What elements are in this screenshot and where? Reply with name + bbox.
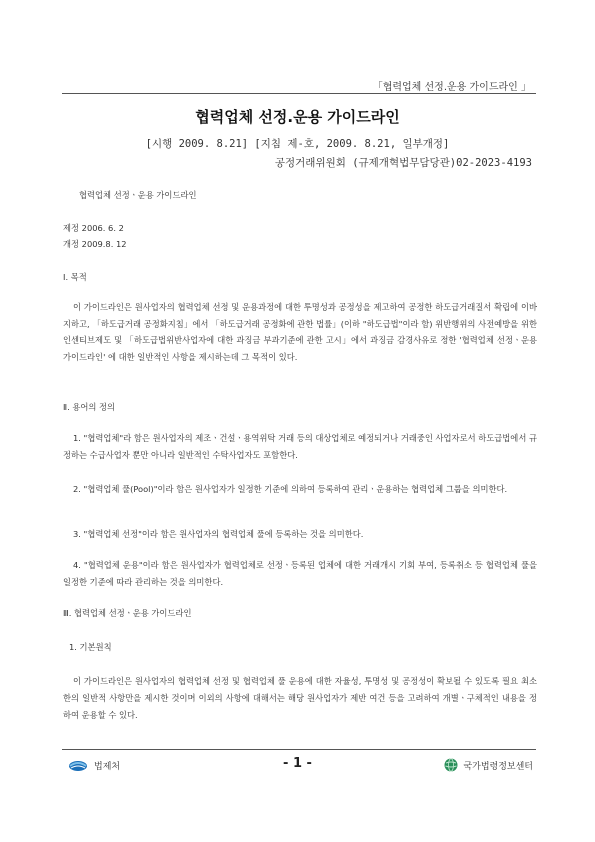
- page-number: - 1 -: [283, 756, 312, 771]
- body-heading: 협력업체 선정ㆍ운용 가이드라인: [79, 190, 197, 200]
- subsection-1-title: 1. 기본원칙: [69, 642, 112, 652]
- section-1-text: 이 가이드라인은 원사업자의 협력업체 선정 및 운용과정에 대한 투명성과 공정성을 제고하여 공정한 하도급거래질서 확립에 이바지하고, 「하도급거래 공정화지침」에서 「하도급거래 공정화에 관한 법률」(이하 "하도급법"이라 함) 위반행위의 사전예방을 위한 인센티브제도 및 「하도급법위반사업자에 대한 과징금 부과기준에 관한 고시」에서 과징금 감경사유로 정한 '협력업체 선정ㆍ운용 가이드라인' 에 대한 일반적인 사항을 제시하는데 그 목적이 있다.: [63, 302, 537, 362]
- enactment-line: [시행 2009. 8.21] [지침 제-호, 2009. 8.21, 일부개정]: [145, 138, 450, 150]
- header-rule: [62, 93, 536, 94]
- section-1-title: Ⅰ. 목적: [63, 272, 87, 282]
- enacted-date: 제정 2006. 6. 2: [63, 223, 124, 233]
- subsection-1-text: 이 가이드라인은 원사업자의 협력업체 선정 및 협력업체 풀 운용에 대한 자율성, 투명성 및 공정성이 확보될 수 있도록 필요 최소한의 일반적 사항만을 제시한 것이며 이외의 사항에 대해서는 해당 원사업자가 제반 여건 등을 고려하여 개별ㆍ구체적인 내용을 정하여 운용할 수 있다.: [63, 676, 537, 720]
- footer-right: [444, 758, 533, 772]
- agency-line: 공정거래위원회 (규제개혁법무담당관)02-2023-4193: [274, 157, 532, 169]
- definition-3: 3. "협력업체 선정"이라 함은 원사업자의 협력업체 풀에 등록하는 것을 의미한다.: [73, 529, 364, 539]
- section-2-title: Ⅱ. 용어의 정의: [63, 402, 116, 412]
- revised-date: 개정 2009.8. 12: [63, 239, 127, 249]
- definition-4: 4. "협력업체 운용"이라 함은 원사업자가 협력업체로 선정ㆍ등록된 업체에 대한 거래개시 기회 부여, 등록취소 등 협력업체 풀을 일정한 기준에 따라 관리하는 것을 의미한다.: [63, 560, 537, 587]
- footer-right-label: 국가법령정보센터: [463, 761, 533, 772]
- globe-icon: [444, 758, 458, 772]
- section-3-title: Ⅲ. 협력업체 선정ㆍ운용 가이드라인: [63, 608, 192, 618]
- footer-left-label: 법제처: [94, 761, 121, 772]
- definition-1: 1. "협력업체"라 함은 원사업자의 제조ㆍ건설ㆍ용역위탁 거래 등의 대상업체로 예정되거나 거래중인 사업자로서 하도급법에서 규정하는 수급사업자 뿐만 아니라 일반적인 수탁사업자도 포함한다.: [63, 433, 537, 460]
- footer-rule: [62, 749, 536, 750]
- running-header: 「협력업체 선정.운용 가이드라인 」: [372, 82, 531, 93]
- definition-2: 2. "협력업체 풀(Pool)"이라 함은 원사업자가 일정한 기준에 의하여 등록하여 관리ㆍ운용하는 협력업체 그룹을 의미한다.: [73, 484, 508, 494]
- document-title: 협력업체 선정.운용 가이드라인: [195, 108, 400, 126]
